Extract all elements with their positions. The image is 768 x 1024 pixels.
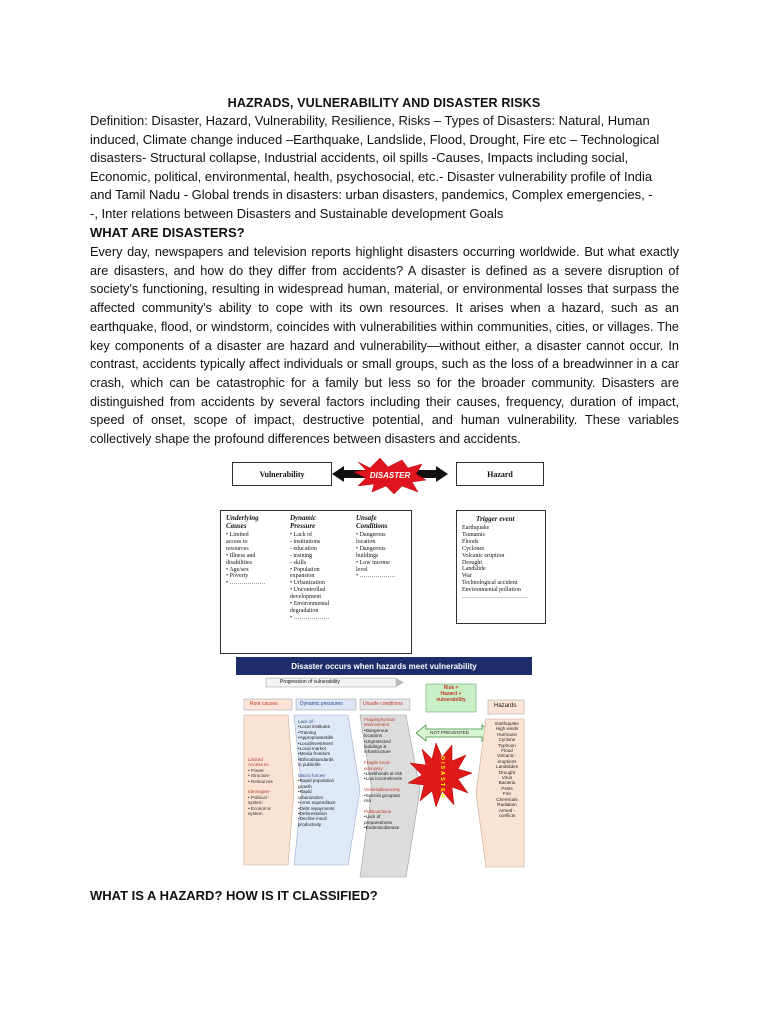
definition-line: disasters- Structural collapse, Industrial accidents, oil spills -Causes, Impacts including social, <box>90 150 629 166</box>
hazard-box: Hazard <box>456 462 544 486</box>
trigger-event-list: Earthquake Tsunamis Floods Cyclones Volcanic eruption Drought Landslide War Technological accident Environmental pollution …………………………… <box>462 525 528 601</box>
pressure-release-diagram <box>236 657 532 880</box>
root-causes-tab: Root causes <box>250 701 278 707</box>
dynamic-pressures-tab: Dynamic pressures <box>300 701 343 707</box>
heading-what-is-hazard: WHAT IS A HAZARD? HOW IS IT CLASSIFIED? <box>90 888 378 903</box>
not-prevented-label: NOT PREVENTED <box>430 730 469 735</box>
root-causes-list: Limited Access to- • Power • Structure • Resources Ideologies- • Political - system • Economic system <box>248 757 273 817</box>
underlying-causes-list: • Limited access to resources • Illness and disabilities • Age/sex • Poverty • ……………… <box>226 532 266 587</box>
risk-formula: Risk = Hazard + vulnerability <box>436 685 466 703</box>
page-title: HAZRADS, VULNERABILITY AND DISASTER RISKS <box>227 96 541 110</box>
disaster-label: DISASTER <box>369 471 411 480</box>
vulnerability-hazard-diagram <box>218 456 548 653</box>
definition-line: induced, Climate change induced –Earthquake, Landslide, Flood, Drought, Fire etc – Technological <box>90 131 660 147</box>
trigger-event-heading: Trigger event <box>476 515 515 523</box>
definition-line: -, Inter relations between Disasters and Sustainable development Goals <box>90 205 504 221</box>
disaster-burst-label: DISASTER <box>439 756 445 800</box>
vulnerability-box: Vulnerability <box>232 462 332 486</box>
unsafe-conditions-list: • Dangerous location • Dangerous buildings • Low income level • ……………… <box>356 532 396 580</box>
disaster-arrow-graphic <box>318 456 468 496</box>
progression-label: Progression of vulnerability <box>280 679 341 685</box>
underlying-causes-heading: Underlying Causes <box>226 514 259 530</box>
heading-what-are-disasters: WHAT ARE DISASTERS? <box>90 225 245 240</box>
dynamic-pressures-list: Lack of - •Local institutes •Training •Appropriateskills •Localinvestment •Local market •Media freedom •Ethicalstandards in publiclife Macro forces- •Rapid population growth •Rapid urbanization •Arms expenditure •Debt repayments •Deforestation •Decline insoil productivity <box>298 719 336 827</box>
diagram2-title: Disaster occurs when hazards meet vulnerability <box>236 657 532 675</box>
definition-line: and Tamil Nadu - Global trends in disasters: urban disasters, pandemics, Complex emergencies, - <box>90 187 653 203</box>
dynamic-pressure-heading: Dynamic Pressure <box>290 514 317 530</box>
body-paragraph: Every day, newspapers and television reports highlight disasters occurring worldwide. But what exactly are disasters, and how do they differ from accidents? A disaster is defined as a severe disruption of society's functioning, resulting in widespread human, material, or environmental losses that surpass the affected community's ability to cope with its own resources. It arises when a hazard, such as an earthquake, flood, or windstorm, coincides with vulnerabilities within communities, cities, or villages. The key components of a disaster are hazard and vulnerability—without either, a disaster cannot occur. In contrast, accidents typically affect individuals or small groups, such as the loss of a breadwinner in a car crash, which can be catastrophic for a family but less so for the broader community. Disasters are distinguished from accidents by several factors including their causes, frequency, duration of impact, speed of onset, scope of impact, destructive potential, and human vulnerability. These variables collectively shape the profound differences between disasters and accidents. <box>90 245 679 447</box>
hazards-tab: Hazards <box>494 703 517 709</box>
dynamic-pressure-list: • Lack of - institutions - education - training - skills • Population expansion • Urbanization • Uncontrolled development • Environmental degradation • ……………… <box>290 532 330 621</box>
hazards-list: Earthquake High winds Hurricane Cyclone Typhoon Flood Volcanic - eruptions Landslides Drought Virus Bacteria Pests Fire Chemicals Radiation Armed - conflicts <box>495 721 519 818</box>
unsafe-conditions-list: Fragilephysical environment •Dangerous locations •Unprotected buildings & infrastructure Fragile local- economy •Livelihoods at risk •Low incomelevels Vulnerablesociety •Special groupsat risk Publicactions •Lack of preparedness •Endemicdisease <box>364 717 403 831</box>
unsafe-conditions-tab: Unsafe conditions <box>363 701 403 707</box>
definition-line: Economic, political, environmental, health, psychosocial, etc.- Disaster vulnerability profile of India <box>90 168 653 184</box>
unsafe-conditions-heading: Unsafe Conditions <box>356 514 388 530</box>
definition-line: Definition: Disaster, Hazard, Vulnerability, Resilience, Risks – Types of Disasters: Natural, Human <box>90 113 650 128</box>
definition-block <box>90 112 690 224</box>
